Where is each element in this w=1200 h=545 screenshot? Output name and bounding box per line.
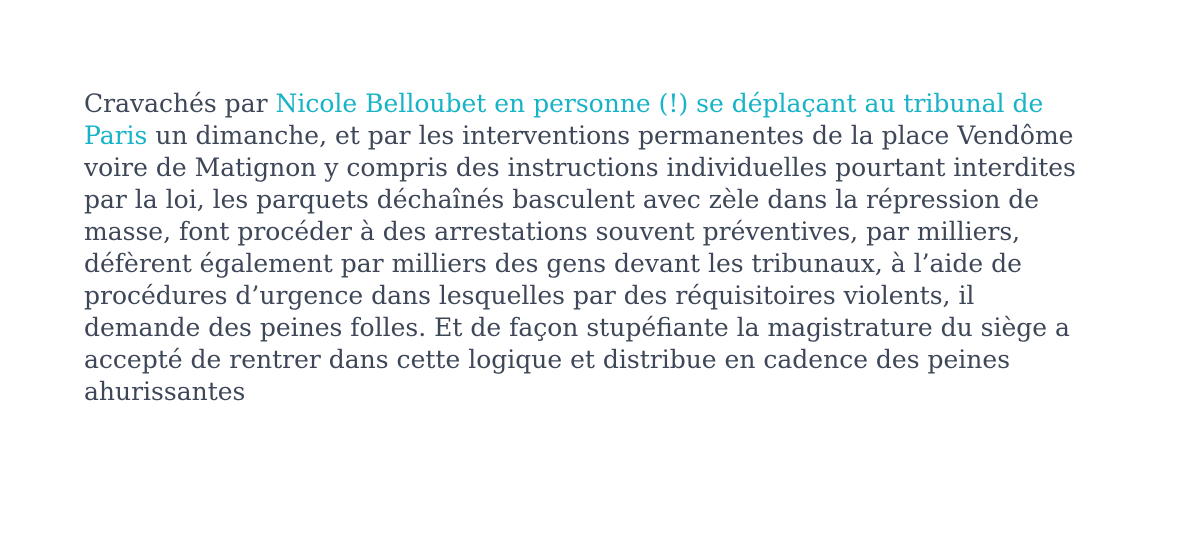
text-line-8: demande des peines folles. Et de façon stupéfiante la magistrature du siège a — [84, 313, 1070, 342]
text-line-7: procédures d’urgence dans lesquelles par des réquisitoires violents, il — [84, 281, 975, 310]
person-link[interactable]: Nicole Belloubet en personne (!) se déplaçant au tribunal de — [275, 89, 1044, 118]
text-line-4: par la loi, les parquets déchaînés basculent avec zèle dans la répression de — [84, 185, 1040, 214]
text-line-3: voire de Matignon y compris des instructions individuelles pourtant interdites — [84, 153, 1076, 182]
text-line-5: masse, font procéder à des arrestations souvent préventives, par milliers, — [84, 217, 1021, 246]
text-segment: un dimanche, et par les interventions permanentes de la place Vendôme — [147, 121, 1074, 150]
text-segment-intro: Cravachés par — [84, 89, 276, 118]
text-line-9: accepté de rentrer dans cette logique et distribue en cadence des peines — [84, 345, 1011, 374]
text-line-1 — [84, 88, 1124, 120]
person-link-continuation[interactable]: Paris — [84, 121, 148, 150]
text-line-2 — [84, 120, 1124, 152]
text-line-10: ahurissantes — [84, 377, 246, 406]
article-body — [84, 88, 1124, 408]
article-paragraph — [84, 88, 1124, 408]
text-line-6: défèrent également par milliers des gens devant les tribunaux, à l’aide de — [84, 249, 1022, 278]
